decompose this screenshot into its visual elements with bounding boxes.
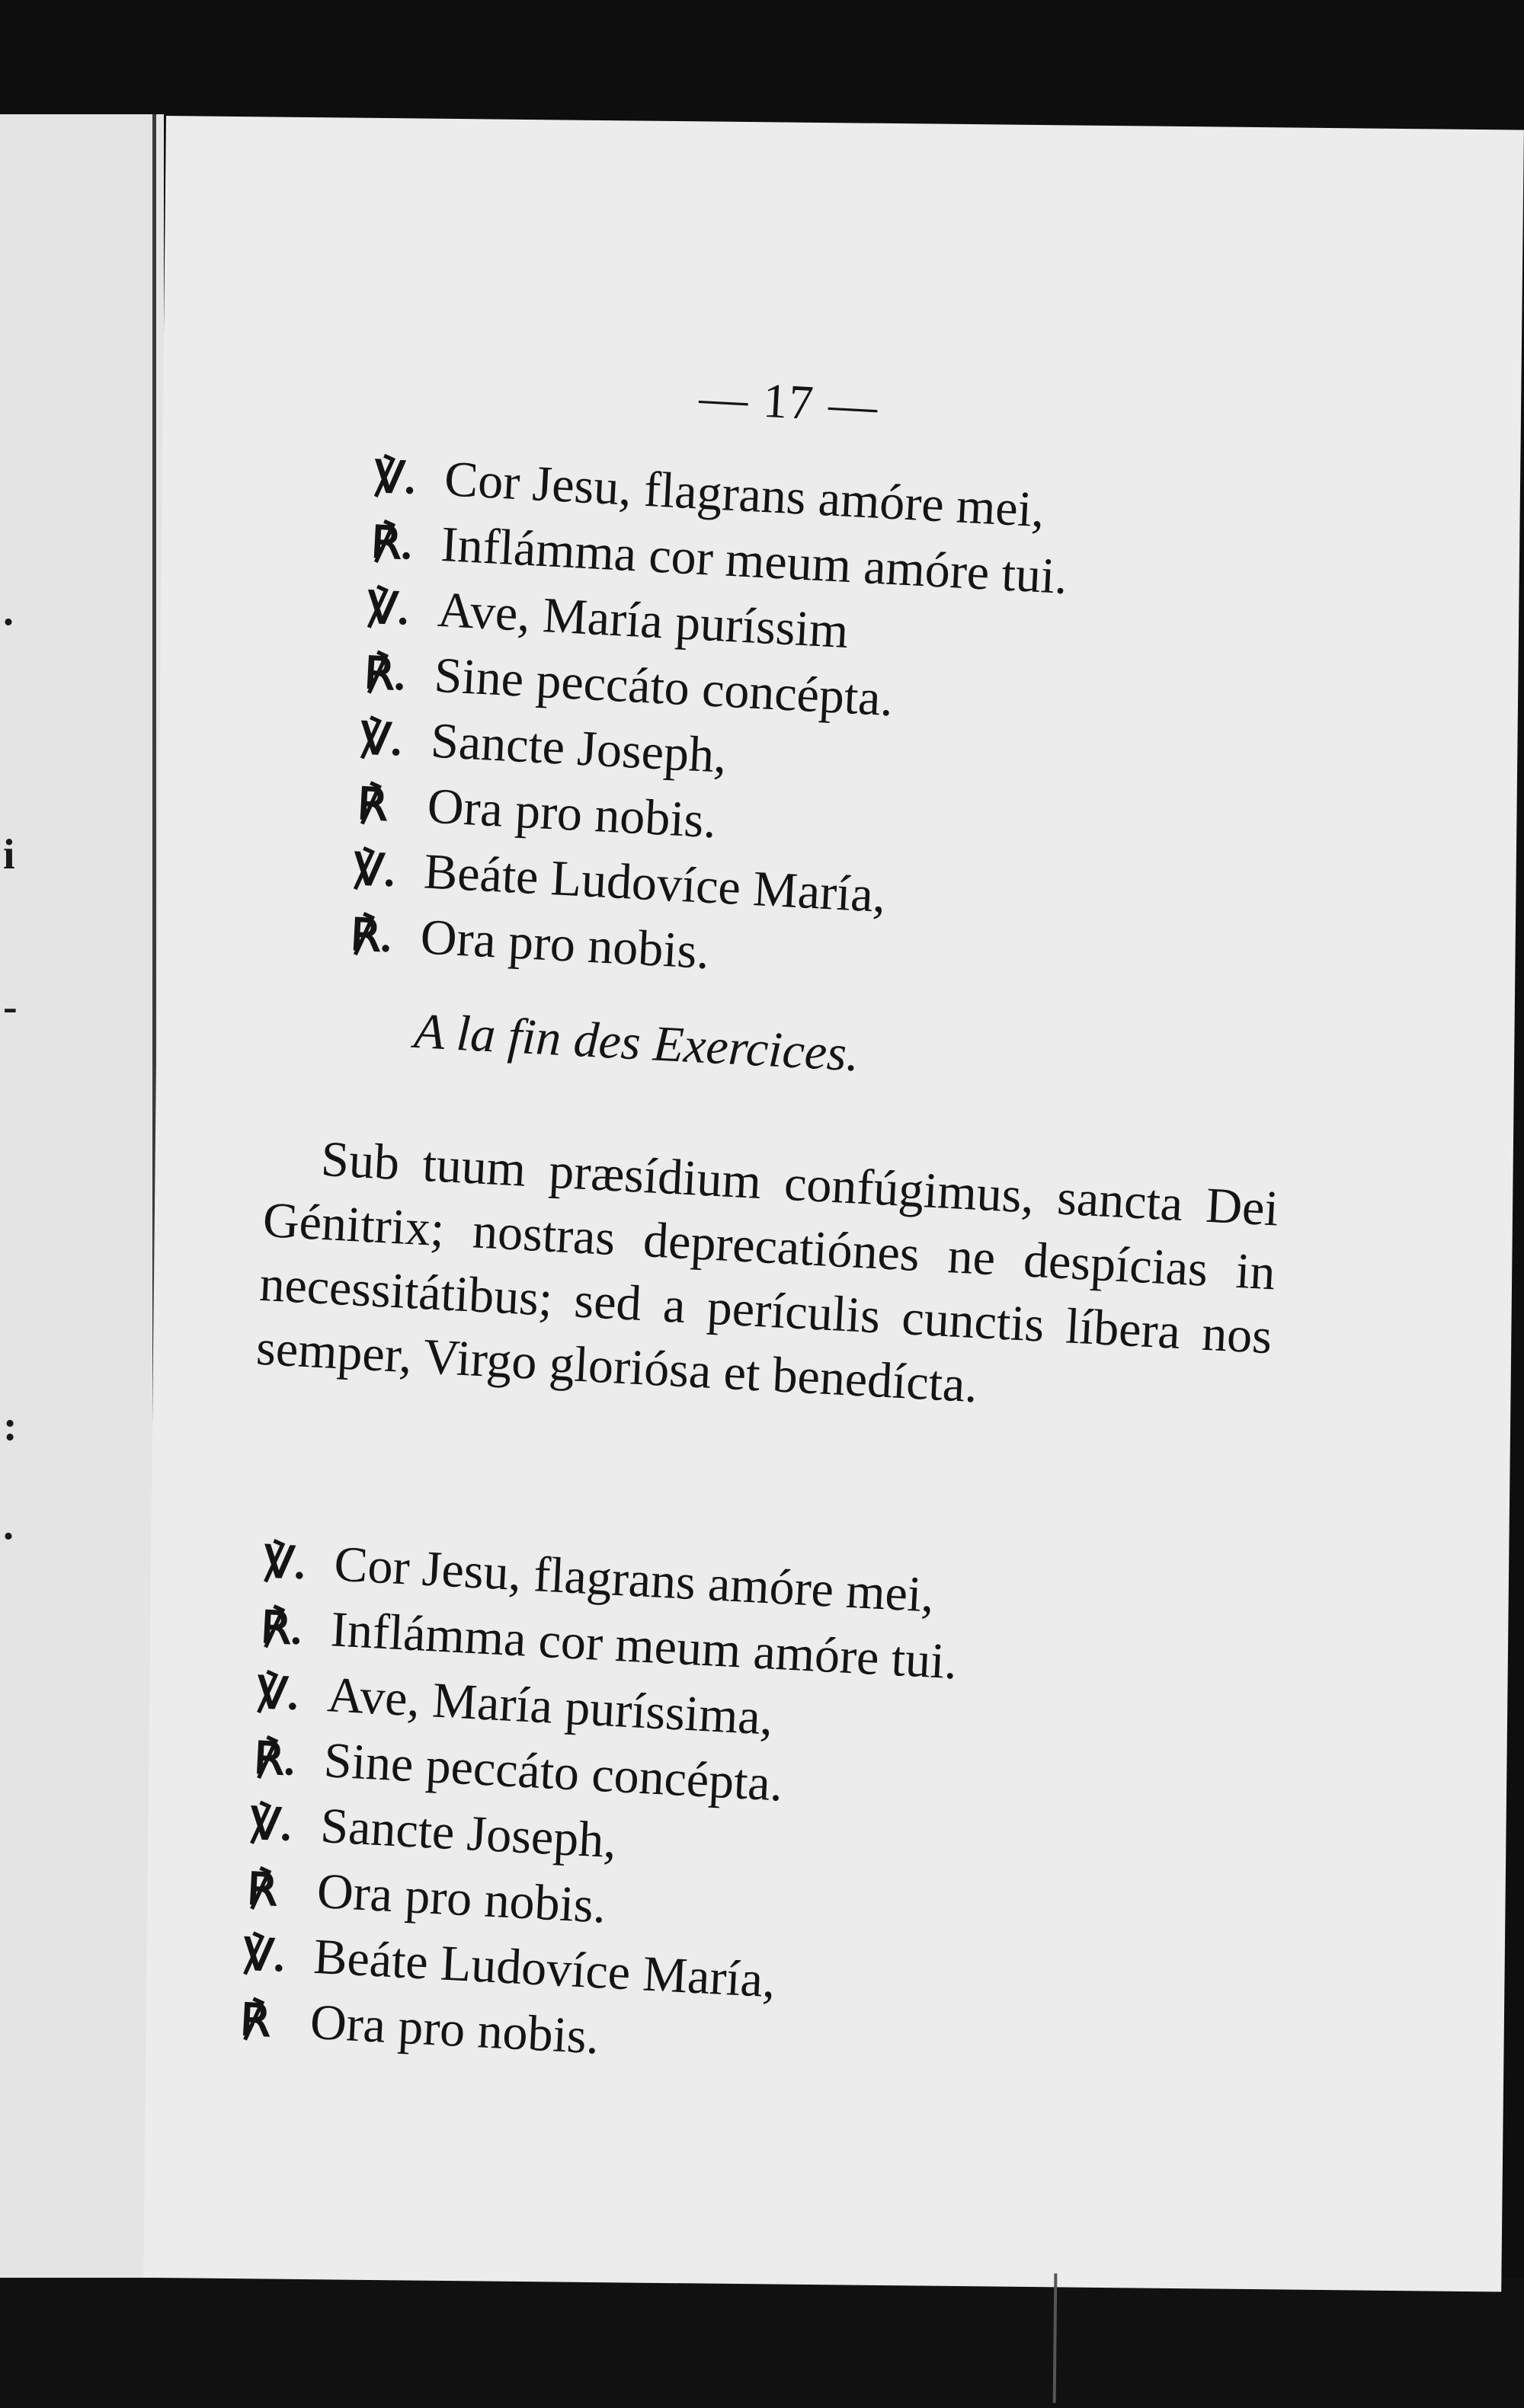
litany-line-text: Sine peccáto concépta.	[433, 647, 895, 728]
litany-line-text: Ora pro nobis.	[309, 1994, 601, 2065]
response-mark: ℟	[356, 779, 389, 830]
litany-line-text: Cor Jesu, flagrans amóre mei,	[332, 1536, 936, 1623]
litany-line-text: Ave, María puríssim	[436, 581, 850, 660]
response-mark: ℟.	[349, 910, 393, 962]
litany-line-text: Ora pro nobis.	[426, 778, 718, 849]
litany-line-text: Beáte Ludovíce María,	[312, 1928, 777, 2009]
left-page-mark: .	[3, 587, 14, 635]
versicle-mark: ℣.	[249, 1799, 293, 1850]
response-mark: ℟	[245, 1864, 279, 1916]
page-number: — 17 —	[697, 369, 881, 433]
versicle-mark: ℣.	[242, 1929, 287, 1981]
page-text-block	[98, 91, 1524, 2321]
versicle-mark: ℣.	[366, 583, 411, 635]
versicle-mark: ℣.	[359, 713, 404, 766]
litany-line-text: Ave, María puríssima,	[325, 1667, 775, 1746]
litany-line-text: Sine peccáto concépta.	[322, 1732, 785, 1812]
versicle-mark: ℣.	[256, 1668, 300, 1720]
litany-line-text: Cor Jesu, flagrans amóre mei,	[443, 451, 1046, 539]
versicle-mark: ℣.	[373, 452, 418, 504]
left-page-mark: i	[3, 831, 15, 878]
litany-line-text: Beáte Ludovíce María,	[422, 843, 888, 924]
litany-line-text: Inflámma cor meum amóre tui.	[329, 1601, 959, 1690]
book-page	[143, 116, 1524, 2292]
litany-line-text: Ora pro nobis.	[419, 909, 711, 980]
response-mark: ℟.	[363, 648, 407, 700]
left-page-mark: .	[3, 1501, 14, 1549]
page-edge-stroke	[1053, 2273, 1058, 2403]
response-mark: ℟.	[252, 1733, 297, 1786]
response-mark: ℟	[239, 1994, 272, 2046]
section-heading: A la fin des Exercices.	[412, 1003, 861, 1082]
versicle-mark: ℣.	[352, 844, 397, 897]
litany-bottom	[239, 1529, 962, 2089]
litany-top	[349, 443, 1073, 1003]
left-page-mark: -	[3, 983, 18, 1031]
litany-line-text: Sancte Joseph,	[319, 1798, 618, 1869]
litany-line-text: Ora pro nobis.	[315, 1863, 608, 1934]
litany-line-text: Sancte Joseph,	[429, 712, 728, 784]
versicle-mark: ℣.	[263, 1537, 307, 1589]
left-page-mark: :	[3, 1402, 18, 1450]
prayer-paragraph: Sub tuum præsídium confúgimus, sancta Dei Génitrix; nostras deprecatiónes ne despícias in necessitátibus; sed a perículis cunctis líbera nos semper, Virgo gloriósa et benedícta.	[255, 1130, 1280, 1414]
litany-line-text: Inflámma cor meum amóre tui.	[440, 516, 1069, 605]
response-mark: ℟.	[259, 1602, 304, 1655]
response-mark: ℟.	[370, 517, 414, 569]
